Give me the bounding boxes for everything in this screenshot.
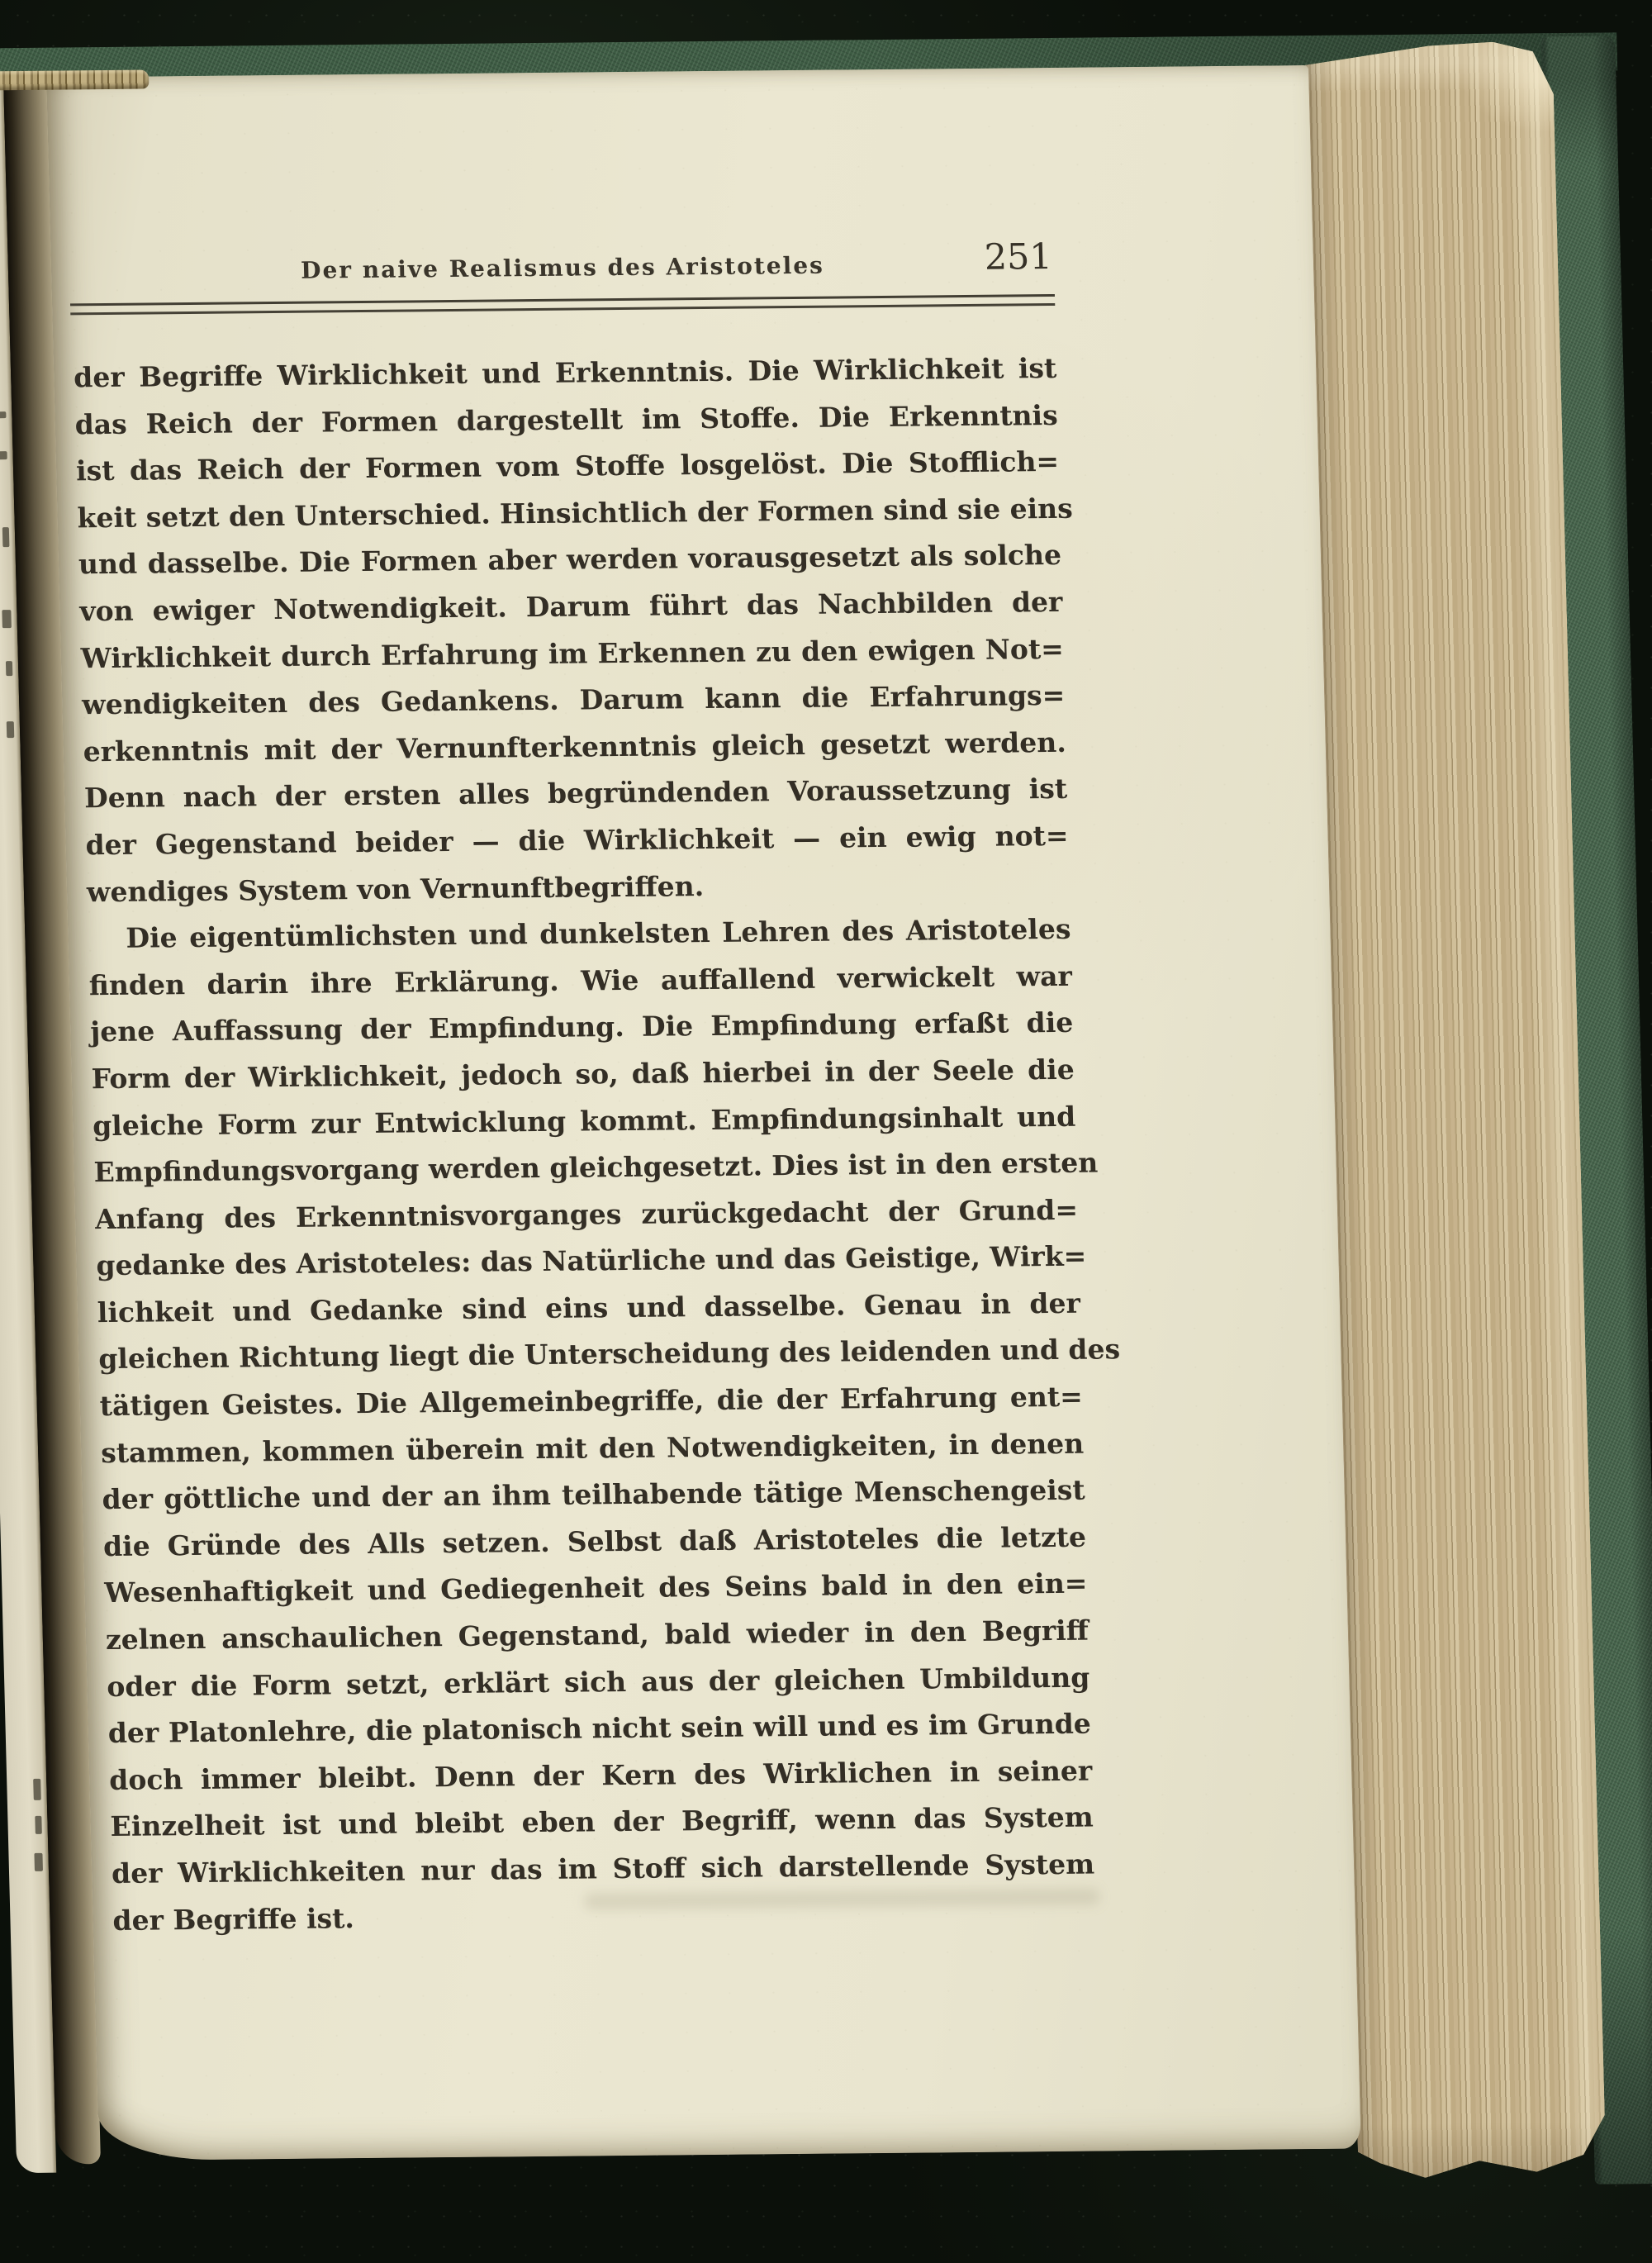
text-line: Anfang des Erkenntnisvorganges zurückgedacht der Grund=: [94, 1193, 1079, 1235]
left-page-text-fragment: [34, 1853, 43, 1871]
text-line: tätigen Geistes. Die Allgemeinbegriffe, die der Erfahrung ent=: [99, 1380, 1084, 1423]
text-line: Die eigentümlichsten und dunkelsten Lehren des Aristoteles: [125, 912, 1071, 954]
running-title: Der naive Realismus des Aristoteles: [300, 251, 825, 284]
text-line: erkenntnis mit der Vernunfterkenntnis gleich gesetzt werden.: [83, 725, 1067, 768]
text-line: gedanke des Aristoteles: das Natürliche und das Geistige, Wirk=: [95, 1239, 1087, 1282]
text-line: finden darin ihre Erklärung. Wie auffallend verwickelt war: [88, 959, 1073, 1001]
left-page-text-fragment: [7, 721, 15, 738]
book-headband: [0, 69, 149, 90]
text-line: stammen, kommen überein mit den Notwendigkeiten, in denen: [100, 1427, 1085, 1469]
text-line: wendiges System von Vernunftbegriffen.: [86, 869, 705, 908]
body-text: [73, 345, 1121, 1944]
text-line: Denn nach der ersten alles begründenden Voraussetzung ist: [83, 773, 1068, 815]
text-line: der göttliche und der an ihm teilhabende tätige Menschengeist: [102, 1473, 1086, 1516]
text-line: Einzelheit ist und bleibt eben der Begriff, wenn das System: [110, 1800, 1094, 1843]
text-line: der Begriffe ist.: [112, 1901, 355, 1937]
text-line: Wesenhaftigkeit und Gediegenheit des Seins bald in den ein=: [103, 1567, 1088, 1609]
text-line: lichkeit und Gedanke sind eins und dasselbe. Genau in der: [97, 1286, 1081, 1329]
left-page-text-fragment: [35, 1816, 42, 1834]
text-line: der Platonlehre, die platonisch nicht sein will und es im Grunde: [107, 1707, 1092, 1750]
text-line: jene Auffassung der Empfindung. Die Empfindung erfaßt die: [89, 1006, 1074, 1048]
left-page-text-fragment: [0, 411, 6, 418]
text-line: gleichen Richtung liegt die Unterscheidung des leidenden und des: [97, 1333, 1121, 1376]
text-line: gleiche Form zur Entwicklung kommt. Empfindungsinhalt und: [92, 1100, 1076, 1142]
text-line: wendigkeiten des Gedankens. Darum kann die Erfahrungs=: [81, 679, 1066, 721]
book-page: [46, 65, 1361, 2161]
header-double-rule: [70, 294, 1055, 315]
text-line: ist das Reich der Formen vom Stoffe losgelöst. Die Stofflich=: [75, 445, 1060, 487]
text-line: der Begriffe Wirklichkeit und Erkenntnis. Die Wirklichkeit ist: [73, 351, 1057, 394]
text-line: von ewiger Notwendigkeit. Darum führt das Nachbilden der: [78, 585, 1063, 628]
text-line: zelnen anschaulichen Gegenstand, bald wieder in den Begriff: [105, 1614, 1089, 1657]
text-line: Wirklichkeit durch Erfahrung im Erkennen zu den ewigen Not=: [80, 632, 1065, 674]
text-line: die Gründe des Alls setzen. Selbst daß Aristoteles die letzte: [102, 1520, 1087, 1562]
text-line: der Gegenstand beider — die Wirklichkeit — ein ewig not=: [85, 819, 1070, 862]
left-page-text-fragment: [33, 1779, 41, 1800]
text-line: doch immer bleibt. Denn der Kern des Wirklichen in seiner: [108, 1754, 1093, 1796]
left-page-text-fragment: [6, 661, 12, 676]
left-page-text-fragment: [0, 451, 7, 459]
text-line: das Reich der Formen dargestellt im Stoffe. Die Erkenntnis: [74, 398, 1059, 440]
text-line: und dasselbe. Die Formen aber werden vorausgesetzt als solche: [78, 539, 1062, 581]
running-header: [70, 235, 1054, 297]
text-line: der Wirklichkeiten nur das im Stoff sich darstellende System: [111, 1847, 1095, 1890]
text-line: Empfindungsvorgang werden gleichgesetzt. Dies ist in den ersten: [93, 1146, 1099, 1189]
text-line: oder die Form setzt, erklärt sich aus der gleichen Umbildung: [106, 1661, 1090, 1703]
text-line: Form der Wirklichkeit, jedoch so, daß hierbei in der Seele die: [91, 1053, 1075, 1096]
page-number: 251: [984, 235, 1053, 278]
left-page-text-fragment: [2, 610, 12, 628]
left-page-text-fragment: [2, 527, 10, 547]
text-line: keit setzt den Unterschied. Hinsichtlich der Formen sind sie eins: [77, 492, 1074, 535]
